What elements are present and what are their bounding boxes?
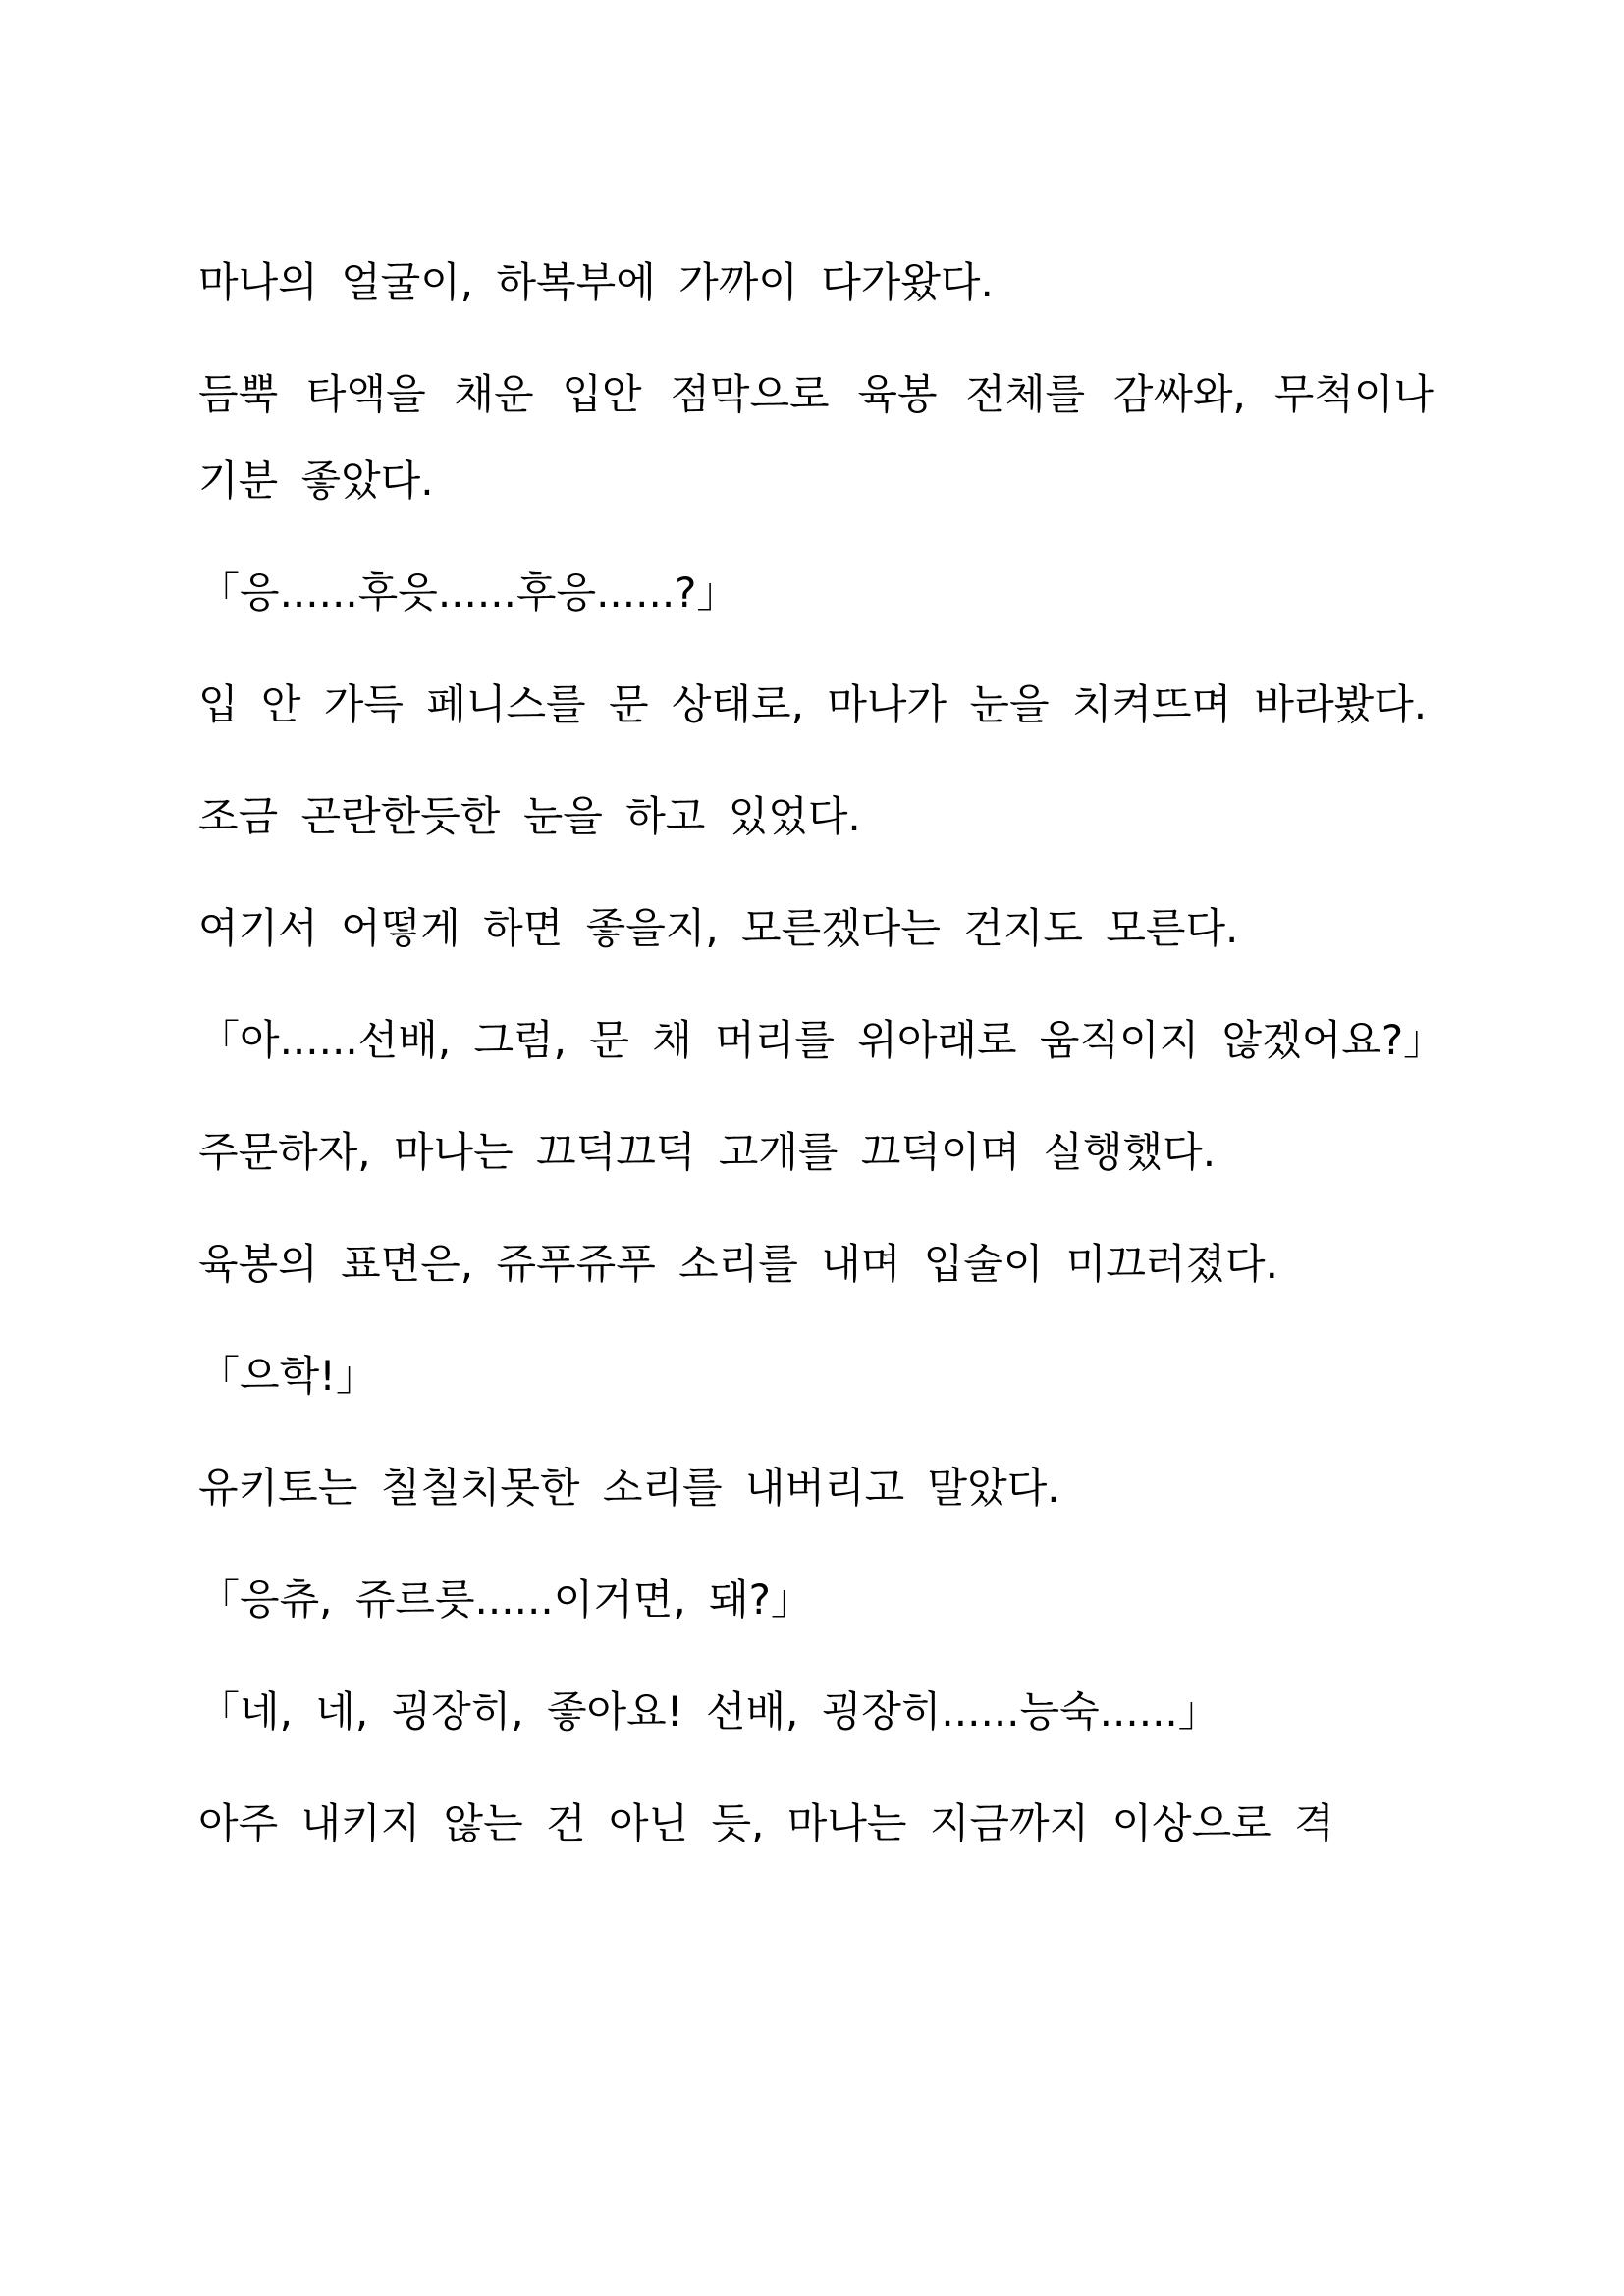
dialogue-line: 「응츄, 쥬르릇......이거면, 돼?」 (198, 1575, 812, 1624)
paragraph: 유키토는 칠칠치못한 소리를 내버리고 말았다. (198, 1464, 1060, 1512)
paragraph: 조금 곤란한듯한 눈을 하고 있었다. (198, 792, 861, 840)
paragraph: 주문하자, 마나는 끄덕끄덕 고개를 끄덕이며 실행했다. (198, 1128, 1217, 1176)
paragraph: 마나의 얼굴이, 하복부에 가까이 다가왔다. (198, 258, 994, 306)
dialogue-line: 「네, 네, 굉장히, 좋아요! 선배, 굉장히......능숙......」 (198, 1687, 1219, 1735)
dialogue-line: 「아......선배, 그럼, 문 채 머리를 위아래로 움직이지 않겠어요?」 (198, 1016, 1445, 1064)
dialogue-line: 「응......후읏......후응......?」 (198, 568, 738, 616)
paragraph: 아주 내키지 않는 건 아닌 듯, 마나는 지금까지 이상으로 격 (198, 1799, 1334, 1847)
dialogue-line: 「으학!」 (198, 1352, 377, 1400)
document-body (198, 240, 1445, 1893)
paragraph: 듬뿍 타액을 채운 입안 점막으로 육봉 전체를 감싸와, 무척이나 기분 좋았다. (198, 370, 1434, 505)
paragraph: 육봉의 표면은, 쥬푸쥬푸 소리를 내며 입술이 미끄러졌다. (198, 1240, 1278, 1288)
paragraph: 입 안 가득 페니스를 문 상태로, 마나가 눈을 치켜뜨며 바라봤다. (198, 680, 1428, 728)
paragraph: 여기서 어떻게 하면 좋을지, 모른겠다는 건지도 모른다. (198, 904, 1239, 952)
